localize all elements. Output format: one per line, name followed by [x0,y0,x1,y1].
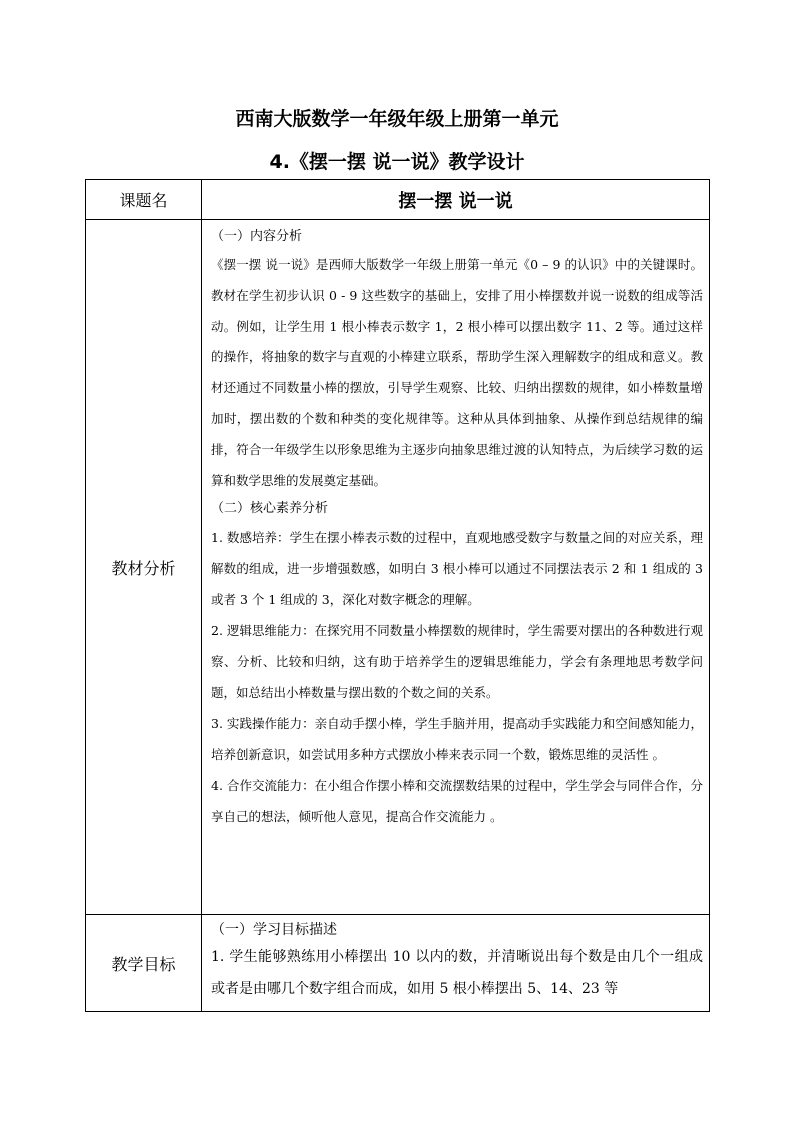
learning-goals-heading: （一）学习目标描述 [211,922,337,938]
core-literacy-heading: （二）核心素养分析 [211,501,329,517]
document-title: 西南大版数学一年级年级上册第一单元 [235,108,559,130]
core-literacy-item: 1. 数感培养：学生在摆小棒表示数的过程中，直观地感受数字与数量之间的对应关系，理解数的组成，进一步增强数感，如明白 3 根小棒可以通过不同摆法表示 2 和 1 组成的 3 或者 3 个 1 组成的 3，深化对数字概念的理解。 [211,530,703,608]
learning-goal-text: 1. 学生能够熟练用小棒摆出 10 以内的数，并清晰说出每个数是由几个一组成或者是由哪几个数字组合而成，如用 5 根小棒摆出 5、14、23 等 [211,949,703,997]
textbook-analysis-label: 教材分析 [86,220,202,915]
core-literacy-item: 3. 实践操作能力：亲自动手摆小棒，学生手脑并用，提高动手实践能力和空间感知能力，培养创新意识，如尝试用多种方式摆放小棒来表示同一个数，锻炼思维的灵活性 。 [211,716,703,763]
core-literacy-item: 2. 逻辑思维能力：在探究用不同数量小棒摆数的规律时，学生需要对摆出的各种数进行观察、分析、比较和归纳，这有助于培养学生的逻辑思维能力，学会有条理地思考数学问题，如总结出小棒数量与摆出数的个数之间的关系。 [211,623,703,701]
core-literacy-item: 4. 合作交流能力：在小组合作摆小棒和交流摆数结果的过程中，学生学会与同伴合作，分享自己的想法，倾听他人意见，提高合作交流能力 。 [211,778,703,825]
content-analysis-heading: （一）内容分析 [211,229,303,244]
topic-value: 摆一摆 说一说 [202,180,710,220]
content-analysis-text: 《摆一摆 说一说》是西师大版数学一年级上册第一单元《0 – 9 的认识》中的关键课时。教材在学生初步认识 0 - 9 这些数字的基础上，安排了用小棒摆数并说一说数的组成等活动。例如，让学生用 1 根小棒表示数字 1，2 根小棒可以摆出数字 11、2 等。通过这样的操作，将抽象的数字与直观的小棒建立联系，帮助学生深入理解数字的组成和意义。教材还通过不同数量小棒的摆放，引导学生观察、比较、归纳出摆数的规律，如小棒数量增加时，摆出数的个数和种类的变化规律等。这种从具体到抽象、从操作到总结规律的编排，符合一年级学生以形象思维为主逐步向抽象思维过渡的认知特点，为后续学习数的运算和数学思维的发展奠定基础。 [211,257,703,488]
textbook-analysis-row [86,220,710,915]
teaching-goals-label: 教学目标 [86,915,202,1012]
topic-row [86,180,710,220]
textbook-analysis-content [202,220,710,915]
teaching-goals-content [202,915,710,1012]
topic-label: 课题名 [86,180,202,220]
lesson-title: 4.《摆一摆 说一说》教学设计 [269,151,525,173]
teaching-goals-row [86,915,710,1012]
lesson-plan-table [85,179,710,1012]
